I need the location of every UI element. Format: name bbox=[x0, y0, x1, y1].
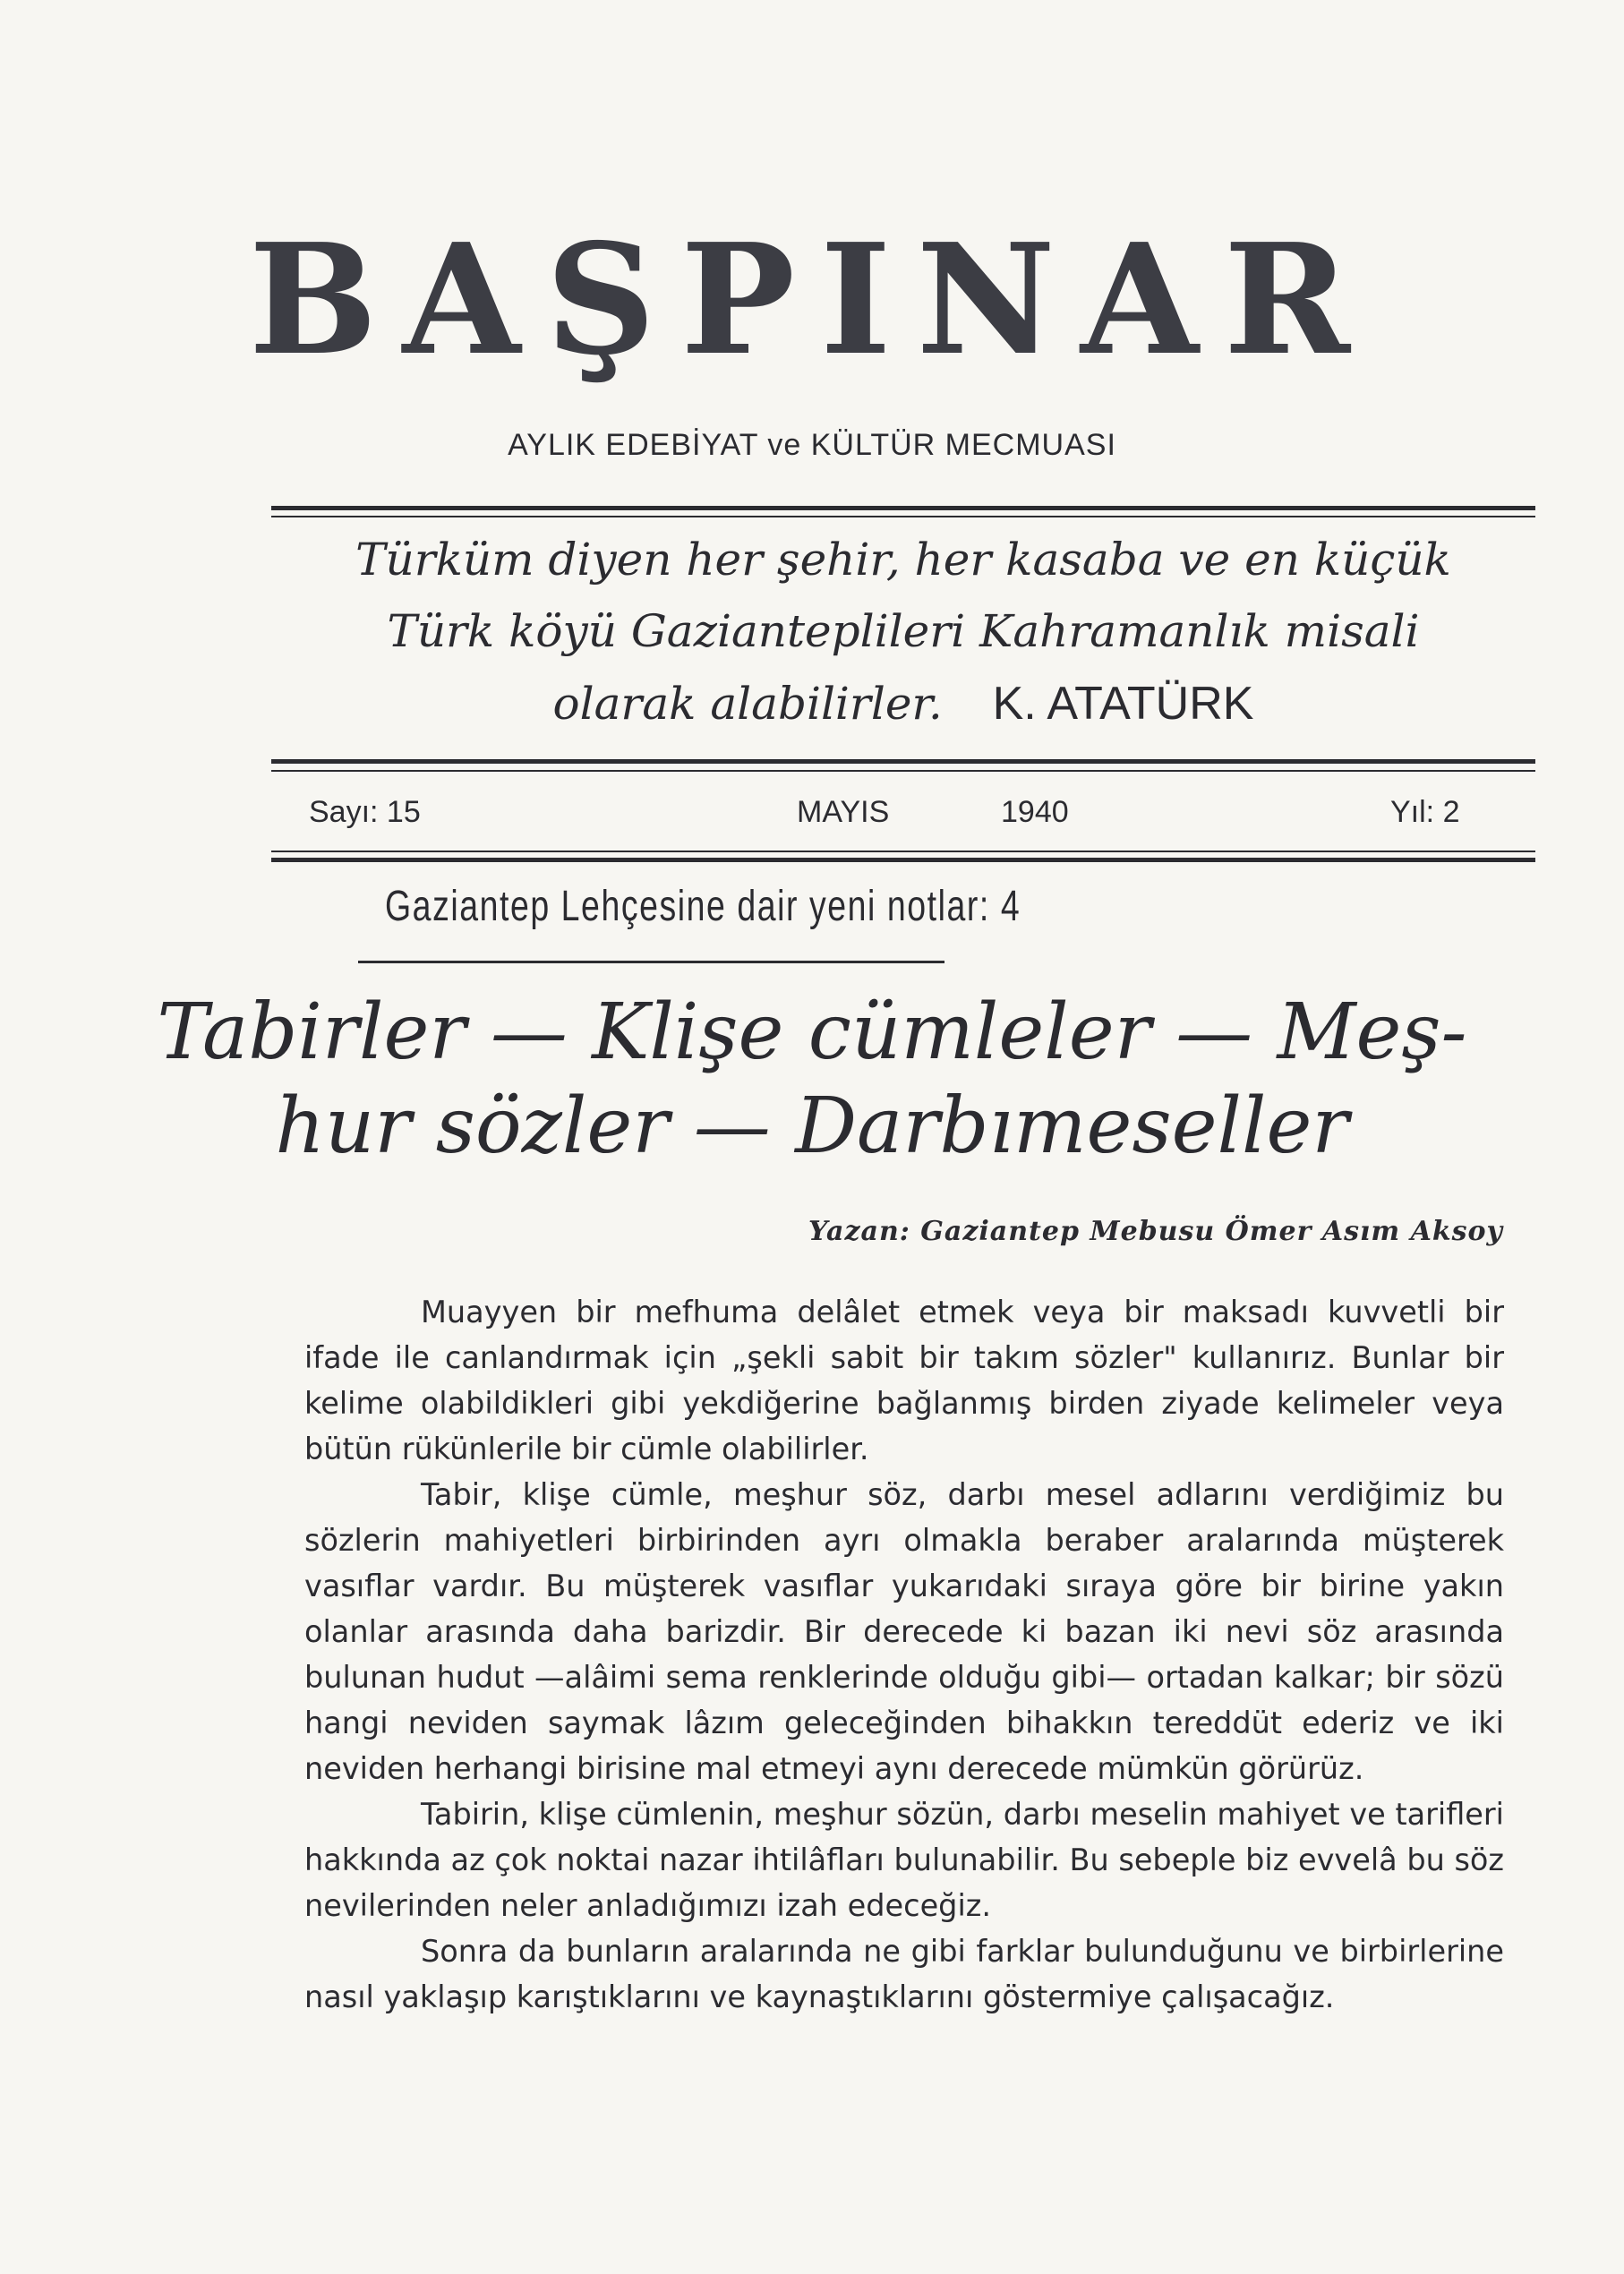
motto-line-1: Türküm diyen her şehir, her kasaba ve en küçük bbox=[355, 534, 1451, 586]
article-series-title: Gaziantep Lehçesine dair yeni notlar: 4 bbox=[385, 883, 1021, 930]
article-byline: Yazan: Gaziantep Mebusu Ömer Asım Aksoy bbox=[808, 1216, 1503, 1247]
bottom-rule bbox=[271, 851, 1535, 852]
motto-signature: K. ATATÜRK bbox=[992, 678, 1254, 730]
motto-line-2: Türk köyü Gazianteplileri Kahramanlık misali bbox=[387, 605, 1420, 657]
series-underline bbox=[358, 961, 944, 963]
headline-line-1: Tabirler — Klişe cümleler — Meş- bbox=[157, 987, 1467, 1077]
magazine-subtitle: AYLIK EDEBİYAT ve KÜLTÜR MECMUASI bbox=[508, 428, 1116, 462]
paragraph-2: Tabir, klişe cümle, meşhur söz, darbı mesel adlarını verdiğimiz bu sözlerin mahiyetleri birbirinden ayrı olmakla beraber aralarında müşterek vasıflar vardır. Bu müşterek vasıflar yukarıdaki sıraya göre bir birine yakın olanlar arasında daha barizdir. Bir derecede ki bazan iki nevi söz arasında bulunan hudut —alâimi sema renklerinde olduğu gibi— ortadan kalkar; bir sözü hangi neviden saymak lâzım geleceğinden bihakkın tereddüt ederiz ve iki neviden herhangi birisine mal etmeyi aynı derecede mümkün görürüz. bbox=[304, 1477, 1504, 1786]
issue-year: 1940 bbox=[1001, 795, 1069, 829]
bottom-rule-thick bbox=[271, 858, 1535, 862]
paragraph-4: Sonra da bunların aralarında ne gibi farklar bulunduğunu ve birbirlerine nasıl yaklaşıp karıştıklarını ve kaynaştıklarını göstermiye çalışacağız. bbox=[304, 1934, 1504, 2014]
issue-month: MAYIS bbox=[797, 795, 890, 829]
magazine-title: BAŞPINAR bbox=[248, 210, 1376, 389]
paragraph-3: Tabirin, klişe cümlenin, meşhur sözün, darbı meselin mahiyet ve tarifleri hakkında az çok noktai nazar ihtilâfları bulunabilir. Bu sebeple biz evvelâ bu söz nevilerinden neler anladığımızı izah edeceğiz. bbox=[304, 1797, 1504, 1923]
headline-line-2: hur sözler — Darbımeseller bbox=[275, 1081, 1349, 1171]
top-rule-thin bbox=[271, 516, 1535, 517]
motto-line-3 bbox=[271, 678, 1535, 730]
mid-rule bbox=[271, 759, 1535, 764]
issue-volume: Yıl: 2 bbox=[1390, 795, 1460, 829]
paragraph-1: Muayyen bir mefhuma delâlet etmek veya bir maksadı kuvvetli bir ifade ile canlandırmak için „şekli sabit bir takım sözler" kullanırız. Bunlar bir kelime olabildikleri gibi yekdiğerine bağlanmış birden ziyade kelimeler veya bütün rükünlerile bir cümle olabilirler. bbox=[304, 1295, 1504, 1466]
issue-number: Sayı: 15 bbox=[309, 795, 421, 829]
mid-rule-thin bbox=[271, 770, 1535, 772]
top-rule bbox=[271, 506, 1535, 510]
motto-line-3-text: olarak alabilirler. bbox=[552, 678, 943, 730]
article-body bbox=[304, 1289, 1504, 2020]
